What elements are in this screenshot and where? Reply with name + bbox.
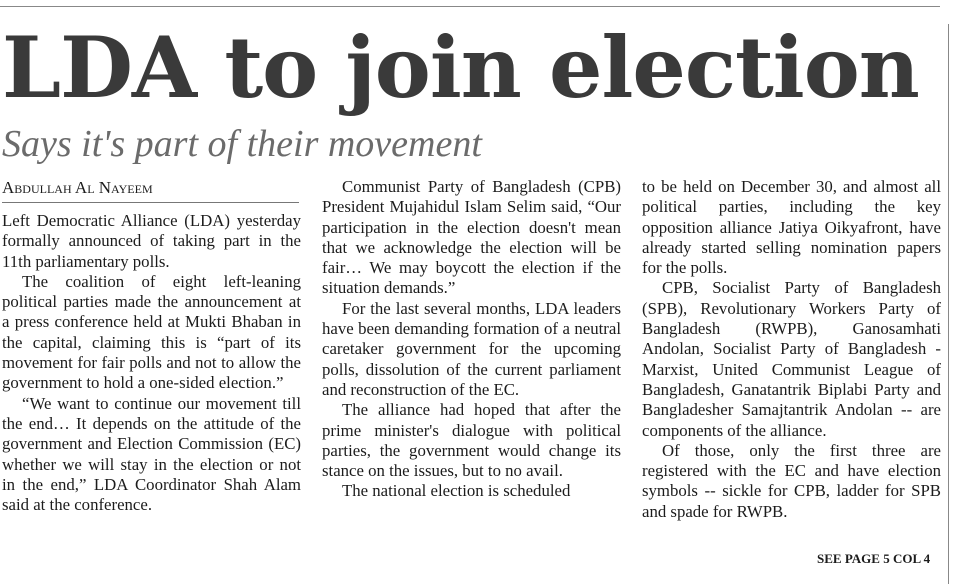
paragraph: Communist Party of Bangladesh (CPB) President Mujahidul Islam Selim said, “Our participation in the election doesn't mean that we acknowledge the election will be fair… We may boycott the election if the situation demands.”	[322, 177, 621, 298]
paragraph: The coalition of eight left-leaning political parties made the announcement at a press conference held at Mukti Bhaban in the capital, claiming this is “part of its movement for fair polls and not to allow the government to hold a one-sided election.”	[2, 271, 301, 393]
article-column-2	[322, 177, 621, 502]
paragraph: Left Democratic Alliance (LDA) yesterday formally announced of taking part in the 11th parliamentary polls.	[2, 211, 301, 271]
paragraph: to be held on December 30, and almost all political parties, including the key opposition alliance Jatiya Oikyafront, have already started selling nomination papers for the polls.	[642, 177, 941, 278]
subheadline: Says it's part of their movement	[2, 123, 482, 165]
byline-rule	[2, 202, 299, 203]
column-rule	[948, 24, 949, 584]
article-column-3	[642, 177, 941, 522]
paragraph: Of those, only the first three are registered with the EC and have election symbols -- sickle for CPB, ladder for SPB and spade for RWPB.	[642, 440, 941, 521]
top-rule	[0, 6, 940, 7]
byline: Abdullah Al Nayeem	[2, 178, 153, 197]
paragraph: CPB, Socialist Party of Bangladesh (SPB), Revolutionary Workers Party of Bangladesh (RWPB), Ganosamhati Andolan, Socialist Party of Bangladesh - Marxist, United Communist League of Bangladesh, Ganatantrik Biplabi Party and Bangladesher Samajtantrik Andolan -- are components of the alliance.	[642, 278, 941, 440]
paragraph: The alliance had hoped that after the prime minister's dialogue with political parties, the government would change its stance on the issues, but to no avail.	[322, 400, 621, 481]
article-column-1	[2, 211, 301, 515]
continued-on-page-link: SEE PAGE 5 COL 4	[817, 551, 931, 566]
headline: LDA to join election	[2, 18, 919, 117]
paragraph: For the last several months, LDA leaders have been demanding formation of a neutral caretaker government for the upcoming polls, dissolution of the current parliament and reconstruction of the EC.	[322, 298, 621, 399]
paragraph: “We want to continue our movement till the end… It depends on the attitude of the government and Election Commission (EC) whether we will stay in the election or not in the end,” LDA Coordinator Shah Alam said at the conference.	[2, 393, 301, 515]
paragraph: The national election is scheduled	[342, 481, 571, 501]
